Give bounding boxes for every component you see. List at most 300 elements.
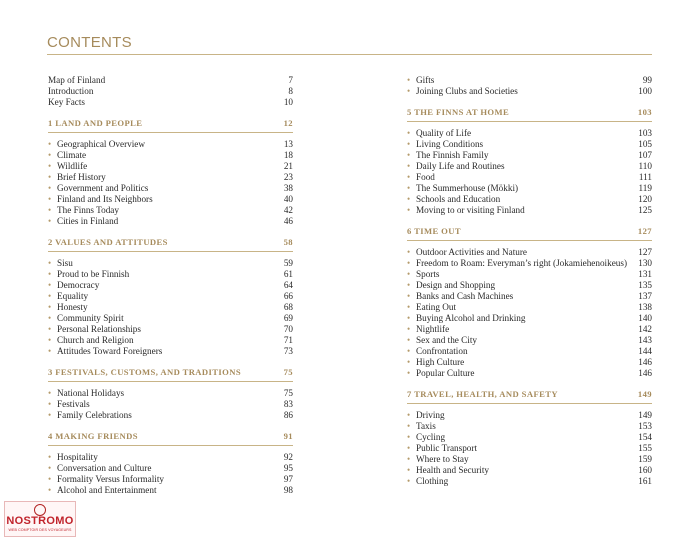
toc-entry-title-group (48, 388, 124, 399)
toc-entry-title: Community Spirit (57, 313, 124, 323)
toc-entry-page: 10 (283, 97, 293, 107)
toc-entry[interactable] (407, 183, 652, 194)
toc-entry-page: 137 (638, 291, 652, 301)
toc-entry[interactable] (48, 194, 293, 205)
bullet-icon: • (407, 75, 411, 85)
section-heading[interactable] (48, 237, 293, 252)
toc-entry-title: Key Facts (48, 97, 85, 107)
toc-entry-title: Introduction (48, 86, 94, 96)
toc-entry[interactable] (48, 346, 293, 357)
toc-entry[interactable] (48, 324, 293, 335)
toc-entry-title-group (407, 75, 434, 86)
toc-entry-title-group (407, 205, 525, 216)
toc-entry[interactable] (407, 291, 652, 302)
toc-entry-title: Climate (57, 150, 87, 160)
toc-entry-page: 103 (638, 128, 652, 138)
toc-entry-title-group (407, 357, 464, 368)
toc-entry-title: Taxis (416, 421, 436, 431)
section-page: 91 (283, 431, 293, 441)
section-page: 58 (283, 237, 293, 247)
toc-entry-page: 99 (642, 75, 652, 85)
toc-entry[interactable] (407, 194, 652, 205)
toc-entry-title-group (48, 216, 118, 227)
toc-entry-title: National Holidays (57, 388, 125, 398)
toc-entry-title: Wildlife (57, 161, 88, 171)
toc-entry-title-group (407, 291, 513, 302)
toc-entry-title-group (48, 269, 129, 280)
toc-entry-page: 21 (283, 161, 293, 171)
toc-entry-title: Conversation and Culture (57, 463, 152, 473)
toc-entry[interactable] (407, 161, 652, 172)
toc-entry-title: Personal Relationships (57, 324, 141, 334)
toc-entry-title: Where to Stay (416, 454, 469, 464)
toc-entry-title: Map of Finland (48, 75, 106, 85)
nostromo-logo (4, 501, 76, 537)
toc-entry-title: Formality Versus Informality (57, 474, 165, 484)
toc-entry-page: 46 (283, 216, 293, 226)
toc-entry[interactable] (407, 346, 652, 357)
bullet-icon: • (48, 183, 52, 193)
bullet-icon: • (48, 335, 52, 345)
toc-entry-title: Driving (416, 410, 445, 420)
toc-entry[interactable] (48, 280, 293, 291)
bullet-icon: • (407, 357, 411, 367)
toc-entry-title: Public Transport (416, 443, 478, 453)
toc-entry[interactable] (48, 399, 293, 410)
toc-entry-title: Finland and Its Neighbors (57, 194, 153, 204)
toc-entry-page: 95 (283, 463, 293, 473)
toc-entry-title-group (407, 183, 518, 194)
toc-entry-title-group (48, 324, 141, 335)
toc-entry[interactable] (407, 128, 652, 139)
toc-entry-title-group (48, 139, 145, 150)
toc-entry-title: Festivals (57, 399, 90, 409)
toc-entry-page: 138 (638, 302, 652, 312)
bullet-icon: • (407, 86, 411, 96)
toc-entry-page: 71 (283, 335, 293, 345)
toc-column-left (48, 75, 293, 496)
toc-entry-title-group (407, 421, 436, 432)
toc-entry-page: 38 (283, 183, 293, 193)
toc-entry[interactable] (48, 335, 293, 346)
toc-entry-title-group (48, 150, 86, 161)
bullet-icon: • (407, 346, 411, 356)
toc-entry[interactable] (48, 97, 293, 108)
toc-entry-title-group (407, 313, 525, 324)
bullet-icon: • (48, 205, 52, 215)
toc-entry-title-group (407, 86, 518, 97)
toc-entry-page: 110 (638, 161, 652, 171)
toc-entry-title-group (407, 139, 483, 150)
toc-entry-title: Banks and Cash Machines (416, 291, 514, 301)
toc-entry-title: Government and Politics (57, 183, 149, 193)
toc-entry-page: 155 (638, 443, 652, 453)
toc-entry-title-group (407, 346, 468, 357)
toc-entry-title: Eating Out (416, 302, 457, 312)
toc-entry[interactable] (48, 474, 293, 485)
toc-entry-page: 130 (638, 258, 652, 268)
bullet-icon: • (407, 150, 411, 160)
toc-entry-title-group (407, 269, 440, 280)
toc-entry[interactable] (407, 150, 652, 161)
toc-entry[interactable] (407, 443, 652, 454)
toc-entry-title-group (407, 476, 448, 487)
toc-entry[interactable] (48, 183, 293, 194)
toc-entry-page: 159 (638, 454, 652, 464)
toc-entry-title-group (407, 247, 527, 258)
bullet-icon: • (407, 291, 411, 301)
toc-entry-page: 161 (638, 476, 652, 486)
toc-entry[interactable] (48, 485, 293, 496)
toc-entry-title: Freedom to Roam: Everyman’s right (Jokamiehenoikeus) (416, 258, 628, 268)
bullet-icon: • (48, 410, 52, 420)
section-heading[interactable] (48, 118, 293, 133)
toc-entry-title-group (407, 280, 495, 291)
bullet-icon: • (407, 421, 411, 431)
logo-name: NOSTROMO (6, 515, 74, 527)
toc-entry-page: 61 (283, 269, 293, 279)
toc-entry-title: Honesty (57, 302, 88, 312)
bullet-icon: • (48, 150, 52, 160)
toc-entry-title: Living Conditions (416, 139, 484, 149)
toc-entry-title-group (48, 86, 93, 97)
toc-entry-page: 83 (283, 399, 293, 409)
toc-entry[interactable] (407, 86, 652, 97)
toc-entry-page: 59 (283, 258, 293, 268)
toc-entry[interactable] (48, 161, 293, 172)
bullet-icon: • (407, 258, 411, 268)
toc-entry-page: 149 (638, 410, 652, 420)
toc-entry-title: Equality (57, 291, 89, 301)
toc-entry[interactable] (48, 410, 293, 421)
toc-entry[interactable] (407, 335, 652, 346)
toc-entry-page: 64 (283, 280, 293, 290)
toc-entry-title: Popular Culture (416, 368, 475, 378)
section-page: 127 (637, 226, 652, 236)
bullet-icon: • (48, 302, 52, 312)
toc-entry-page: 98 (283, 485, 293, 495)
bullet-icon: • (48, 485, 52, 495)
bullet-icon: • (48, 399, 52, 409)
bullet-icon: • (407, 139, 411, 149)
bullet-icon: • (48, 463, 52, 473)
toc-entry[interactable] (48, 258, 293, 269)
toc-entry-title: The Finns Today (57, 205, 119, 215)
toc-entry-title-group (407, 258, 627, 269)
toc-entry-page: 75 (283, 388, 293, 398)
toc-entry-title-group (407, 432, 445, 443)
toc-entry-title-group (48, 302, 88, 313)
toc-entry-page: 8 (288, 86, 293, 96)
bullet-icon: • (407, 247, 411, 257)
section-heading[interactable] (48, 431, 293, 446)
toc-entry-title: Geographical Overview (57, 139, 146, 149)
toc-entry-page: 146 (638, 368, 652, 378)
toc-entry-title-group (48, 346, 162, 357)
toc-entry-page: 143 (638, 335, 652, 345)
toc-entry-title-group (407, 368, 474, 379)
toc-entry[interactable] (407, 75, 652, 86)
toc-entry-page: 120 (638, 194, 652, 204)
toc-entry[interactable] (48, 313, 293, 324)
toc-entry-title-group (48, 399, 90, 410)
toc-entry-title: Nightlife (416, 324, 450, 334)
bullet-icon: • (407, 269, 411, 279)
bullet-icon: • (48, 452, 52, 462)
bullet-icon: • (407, 324, 411, 334)
toc-entry[interactable] (48, 269, 293, 280)
toc-entry-title-group (407, 161, 505, 172)
toc-entry-title: Sports (416, 269, 440, 279)
toc-entry[interactable] (48, 150, 293, 161)
section-page: 75 (283, 367, 293, 377)
toc-entry-title: Sex and the City (416, 335, 477, 345)
toc-entry[interactable] (407, 302, 652, 313)
bullet-icon: • (407, 476, 411, 486)
toc-entry-title: Family Celebrations (57, 410, 132, 420)
toc-entry[interactable] (48, 216, 293, 227)
toc-entry[interactable] (48, 139, 293, 150)
toc-entry[interactable] (407, 172, 652, 183)
section-page: 12 (283, 118, 293, 128)
toc-entry-page: 125 (638, 205, 652, 215)
section-title: 1 LAND AND PEOPLE (48, 118, 143, 128)
toc-entry-title-group (407, 194, 500, 205)
toc-entry[interactable] (48, 463, 293, 474)
bullet-icon: • (48, 388, 52, 398)
toc-entry-title-group (48, 463, 151, 474)
toc-entry-page: 105 (638, 139, 652, 149)
bullet-icon: • (407, 128, 411, 138)
toc-entry[interactable] (407, 280, 652, 291)
toc-entry-title-group (48, 335, 134, 346)
toc-entry-page: 140 (638, 313, 652, 323)
toc-entry-title: Health and Security (416, 465, 489, 475)
bullet-icon: • (48, 291, 52, 301)
toc-entry-title-group (48, 183, 148, 194)
bullet-icon: • (48, 280, 52, 290)
toc-entry-title: Joining Clubs and Societies (416, 86, 518, 96)
toc-entry[interactable] (48, 75, 293, 86)
toc-entry[interactable] (407, 476, 652, 487)
toc-entry-page: 135 (638, 280, 652, 290)
toc-entry-title-group (407, 150, 488, 161)
toc-entry-page: 142 (638, 324, 652, 334)
toc-entry-page: 42 (283, 205, 293, 215)
toc-entry-title-group (48, 161, 87, 172)
toc-entry-title-group (407, 443, 477, 454)
bullet-icon: • (407, 313, 411, 323)
toc-entry-page: 23 (283, 172, 293, 182)
toc-entry-title-group (48, 205, 119, 216)
toc-entry-page: 107 (638, 150, 652, 160)
section-title: 3 FESTIVALS, CUSTOMS, AND TRADITIONS (48, 367, 242, 377)
section-page: 149 (637, 389, 652, 399)
toc-entry-title: High Culture (416, 357, 465, 367)
bullet-icon: • (407, 194, 411, 204)
bullet-icon: • (407, 172, 411, 182)
toc-entry-title-group (48, 410, 132, 421)
toc-entry-title-group (48, 452, 98, 463)
toc-entry-title-group (48, 474, 164, 485)
toc-entry-title: Quality of Life (416, 128, 472, 138)
toc-entry[interactable] (48, 205, 293, 216)
toc-entry-page: 100 (638, 86, 652, 96)
section-heading[interactable] (407, 107, 652, 122)
toc-entry-title-group (407, 128, 471, 139)
bullet-icon: • (407, 432, 411, 442)
toc-entry[interactable] (48, 86, 293, 97)
toc-entry[interactable] (48, 172, 293, 183)
toc-entry[interactable] (407, 454, 652, 465)
bullet-icon: • (407, 335, 411, 345)
toc-entry-title-group (48, 194, 153, 205)
section-title: 2 VALUES AND ATTITUDES (48, 237, 168, 247)
toc-entry-page: 131 (638, 269, 652, 279)
bullet-icon: • (407, 368, 411, 378)
toc-entry[interactable] (407, 205, 652, 216)
bullet-icon: • (48, 161, 52, 171)
toc-entry-title: Moving to or visiting Finland (416, 205, 525, 215)
bullet-icon: • (407, 410, 411, 420)
section-heading[interactable] (407, 226, 652, 241)
toc-entry-title: Design and Shopping (416, 280, 496, 290)
bullet-icon: • (48, 258, 52, 268)
toc-entry-title: Confrontation (416, 346, 468, 356)
toc-entry-title-group (407, 335, 477, 346)
toc-entry-title-group (407, 302, 456, 313)
toc-entry[interactable] (48, 388, 293, 399)
bullet-icon: • (407, 205, 411, 215)
bullet-icon: • (48, 324, 52, 334)
toc-entry-page: 153 (638, 421, 652, 431)
toc-entry[interactable] (407, 421, 652, 432)
bullet-icon: • (48, 474, 52, 484)
toc-entry[interactable] (407, 324, 652, 335)
toc-entry-page: 127 (638, 247, 652, 257)
toc-entry-page: 18 (283, 150, 293, 160)
toc-entry-page: 92 (283, 452, 293, 462)
toc-entry-title-group (407, 454, 469, 465)
toc-entry-title: Proud to be Finnish (57, 269, 130, 279)
toc-entry-title-group (48, 258, 73, 269)
bullet-icon: • (48, 139, 52, 149)
bullet-icon: • (407, 454, 411, 464)
toc-entry[interactable] (407, 269, 652, 280)
bullet-icon: • (407, 443, 411, 453)
toc-entry-title: The Finnish Family (416, 150, 489, 160)
toc-entry-title-group (407, 410, 445, 421)
toc-entry-page: 97 (283, 474, 293, 484)
toc-entry-title: Hospitality (57, 452, 98, 462)
toc-entry[interactable] (407, 313, 652, 324)
bullet-icon: • (48, 346, 52, 356)
toc-entry-title-group (407, 324, 449, 335)
toc-entry-title: The Summerhouse (Mökki) (416, 183, 519, 193)
toc-entry-title-group (407, 465, 489, 476)
toc-entry[interactable] (407, 247, 652, 258)
toc-entry-title: Schools and Education (416, 194, 501, 204)
toc-entry-title: Democracy (57, 280, 100, 290)
toc-entry[interactable] (407, 410, 652, 421)
toc-entry-title: Brief History (57, 172, 106, 182)
toc-entry[interactable] (407, 432, 652, 443)
toc-entry-title: Outdoor Activities and Nature (416, 247, 527, 257)
toc-entry-title-group (48, 291, 88, 302)
toc-entry-page: 68 (283, 302, 293, 312)
toc-entry[interactable] (48, 302, 293, 313)
toc-entry-page: 119 (638, 183, 652, 193)
bullet-icon: • (48, 216, 52, 226)
section-heading[interactable] (407, 389, 652, 404)
toc-entry-page: 66 (283, 291, 293, 301)
toc-entry-title-group (48, 280, 99, 291)
toc-entry[interactable] (407, 139, 652, 150)
toc-entry-page: 69 (283, 313, 293, 323)
toc-entry-title: Attitudes Toward Foreigners (57, 346, 163, 356)
bullet-icon: • (407, 161, 411, 171)
toc-entry[interactable] (407, 258, 652, 269)
toc-entry-page: 154 (638, 432, 652, 442)
toc-entry-title: Gifts (416, 75, 435, 85)
toc-entry-title: Sisu (57, 258, 73, 268)
section-title: 6 TIME OUT (407, 226, 461, 236)
bullet-icon: • (407, 465, 411, 475)
logo-tagline: WEB COMPTOIR DES VOYAGEURS (8, 528, 72, 532)
toc-column-right (407, 75, 652, 487)
toc-entry-title: Clothing (416, 476, 449, 486)
toc-entry[interactable] (407, 465, 652, 476)
toc-entry-title-group (48, 75, 105, 86)
section-heading[interactable] (48, 367, 293, 382)
toc-entry-page: 146 (638, 357, 652, 367)
toc-entry[interactable] (407, 357, 652, 368)
toc-entry-page: 7 (288, 75, 293, 85)
toc-entry-page: 13 (283, 139, 293, 149)
toc-entry-title-group (48, 172, 106, 183)
toc-entry-title: Buying Alcohol and Drinking (416, 313, 526, 323)
toc-entry-title-group (48, 97, 85, 108)
toc-entry-title-group (48, 313, 124, 324)
toc-entry-page: 86 (283, 410, 293, 420)
toc-entry-title: Cycling (416, 432, 446, 442)
toc-entry-title-group (48, 485, 157, 496)
toc-entry[interactable] (48, 452, 293, 463)
toc-entry-title: Alcohol and Entertainment (57, 485, 157, 495)
bullet-icon: • (407, 280, 411, 290)
toc-entry[interactable] (48, 291, 293, 302)
toc-entry-page: 160 (638, 465, 652, 475)
bullet-icon: • (48, 269, 52, 279)
title-divider (47, 54, 652, 55)
toc-entry-page: 144 (638, 346, 652, 356)
toc-entry[interactable] (407, 368, 652, 379)
bullet-icon: • (48, 313, 52, 323)
toc-entry-page: 70 (283, 324, 293, 334)
toc-entry-title-group (407, 172, 435, 183)
toc-entry-title: Cities in Finland (57, 216, 119, 226)
section-title: 7 TRAVEL, HEALTH, AND SAFETY (407, 389, 558, 399)
toc-entry-title: Church and Religion (57, 335, 134, 345)
section-page: 103 (637, 107, 652, 117)
toc-entry-title: Food (416, 172, 435, 182)
bullet-icon: • (48, 194, 52, 204)
bullet-icon: • (48, 172, 52, 182)
toc-entry-page: 73 (283, 346, 293, 356)
section-title: 5 THE FINNS AT HOME (407, 107, 510, 117)
bullet-icon: • (407, 183, 411, 193)
bullet-icon: • (407, 302, 411, 312)
